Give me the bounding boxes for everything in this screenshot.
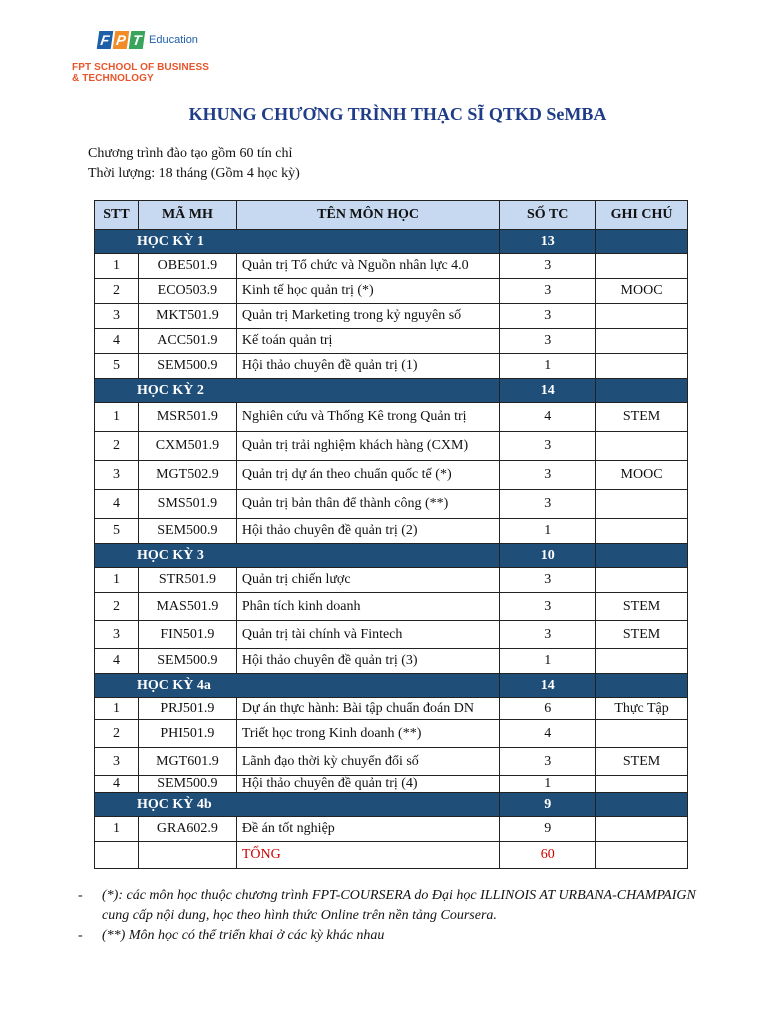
table-row [95,621,688,649]
row-stt: 1 [95,568,139,593]
course-code: SEM500.9 [138,354,236,379]
course-code: SMS501.9 [138,490,236,519]
course-credits: 3 [500,490,596,519]
footnote-text: (*): các môn học thuộc chương trình FPT-COURSERA do Đại học ILLINOIS AT URBANA-CHAMPAIGN cung cấp nội dung, học theo hình thức Online trên nền tảng Coursera. [102,888,696,923]
semester-note-cell [596,230,688,254]
semester-header-row [95,793,688,817]
logo-education-text: Education [149,34,198,46]
course-credits: 9 [500,817,596,842]
row-stt: 4 [95,776,139,793]
table-row [95,519,688,544]
course-note: MOOC [596,461,688,490]
semester-credits: 10 [500,544,596,568]
course-name: Hội thảo chuyên đề quản trị (3) [236,649,499,674]
course-name: Hội thảo chuyên đề quản trị (1) [236,354,499,379]
row-stt: 5 [95,354,139,379]
table-row [95,432,688,461]
logo-school-line2: & TECHNOLOGY [72,73,154,84]
row-stt: 1 [95,817,139,842]
course-credits: 3 [500,254,596,279]
course-note [596,329,688,354]
course-name: Quản trị Tổ chức và Nguồn nhân lực 4.0 [236,254,499,279]
semester-label: HỌC KỲ 2 [95,379,500,403]
course-code: MKT501.9 [138,304,236,329]
course-name: Triết học trong Kinh doanh (**) [236,720,499,748]
table-row [95,354,688,379]
table-row [95,279,688,304]
course-note: MOOC [596,279,688,304]
course-note: STEM [596,403,688,432]
row-stt: 2 [95,593,139,621]
course-code: SEM500.9 [138,519,236,544]
course-name: Quản trị bản thân để thành công (**) [236,490,499,519]
total-code-cell [138,842,236,869]
course-name: Nghiên cứu và Thống Kê trong Quản trị [236,403,499,432]
row-stt: 3 [95,748,139,776]
course-note [596,304,688,329]
course-note [596,354,688,379]
semester-credits: 14 [500,674,596,698]
table-row [95,817,688,842]
table-row [95,649,688,674]
curriculum-table [94,200,688,869]
course-credits: 1 [500,776,596,793]
course-credits: 3 [500,748,596,776]
course-note [596,568,688,593]
table-row [95,254,688,279]
course-code: MGT601.9 [138,748,236,776]
course-note: STEM [596,748,688,776]
course-name: Quản trị chiến lược [236,568,499,593]
course-credits: 3 [500,329,596,354]
row-stt: 5 [95,519,139,544]
table-row [95,720,688,748]
intro-credits-line: Chương trình đào tạo gồm 60 tín chỉ [88,146,293,161]
intro-duration-line: Thời lượng: 18 tháng (Gồm 4 học kỳ) [88,166,300,181]
logo-letter-f: F [97,31,114,49]
course-credits: 3 [500,432,596,461]
table-row [95,748,688,776]
row-stt: 2 [95,279,139,304]
semester-label: HỌC KỲ 3 [95,544,500,568]
course-code: STR501.9 [138,568,236,593]
course-note [596,254,688,279]
semester-credits: 14 [500,379,596,403]
row-stt: 3 [95,304,139,329]
course-code: FIN501.9 [138,621,236,649]
logo-school-name [72,62,209,84]
course-name: Hội thảo chuyên đề quản trị (4) [236,776,499,793]
course-note [596,776,688,793]
course-note: STEM [596,621,688,649]
table-row [95,593,688,621]
course-name: Hội thảo chuyên đề quản trị (2) [236,519,499,544]
table-body [95,230,688,869]
total-label: TỔNG [236,842,499,869]
semester-header-row [95,674,688,698]
course-note: Thực Tập [596,698,688,720]
semester-header-row [95,379,688,403]
semester-credits: 13 [500,230,596,254]
course-credits: 1 [500,649,596,674]
row-stt: 1 [95,403,139,432]
course-note [596,519,688,544]
course-code: PHI501.9 [138,720,236,748]
course-name: Dự án thực hành: Bài tập chuẩn đoán DN [236,698,499,720]
course-credits: 1 [500,519,596,544]
bullet-dash: - [78,888,83,903]
course-credits: 3 [500,461,596,490]
header-note: GHI CHÚ [596,201,688,230]
course-code: MAS501.9 [138,593,236,621]
fpt-education-logo [72,28,224,90]
course-credits: 3 [500,568,596,593]
row-stt: 3 [95,621,139,649]
course-note [596,649,688,674]
semester-label: HỌC KỲ 1 [95,230,500,254]
header-credits: SỐ TC [500,201,596,230]
row-stt: 3 [95,461,139,490]
course-credits: 3 [500,621,596,649]
footnote-text: (**) Môn học có thể triển khai ở các kỳ khác nhau [102,928,385,943]
table-row [95,698,688,720]
row-stt: 1 [95,698,139,720]
row-stt: 4 [95,490,139,519]
course-code: ECO503.9 [138,279,236,304]
course-code: GRA602.9 [138,817,236,842]
fpt-brand-mark [98,30,198,50]
page-title: KHUNG CHƯƠNG TRÌNH THẠC SĨ QTKD SeMBA [188,104,607,124]
table-row [95,461,688,490]
logo-letter-t: T [129,31,146,49]
footnote-flexible [78,926,718,946]
total-row [95,842,688,869]
course-code: OBE501.9 [138,254,236,279]
course-note: STEM [596,593,688,621]
course-name: Phân tích kinh doanh [236,593,499,621]
course-name: Lãnh đạo thời kỳ chuyển đổi số [236,748,499,776]
semester-header-row [95,230,688,254]
semester-label: HỌC KỲ 4b [95,793,500,817]
program-intro [88,144,300,184]
logo-school-line1: FPT SCHOOL OF BUSINESS [72,62,210,73]
footnote-mooc [78,886,718,926]
semester-note-cell [596,544,688,568]
course-code: ACC501.9 [138,329,236,354]
course-credits: 3 [500,593,596,621]
course-credits: 1 [500,354,596,379]
row-stt: 4 [95,649,139,674]
course-credits: 4 [500,720,596,748]
table-row [95,403,688,432]
total-stt-cell [95,842,139,869]
course-code: MSR501.9 [138,403,236,432]
course-name: Quản trị tài chính và Fintech [236,621,499,649]
table-header-row [95,201,688,230]
logo-letter-p: P [113,31,130,49]
course-code: SEM500.9 [138,776,236,793]
semester-note-cell [596,674,688,698]
header-stt: STT [95,201,139,230]
course-note [596,817,688,842]
table-row [95,490,688,519]
semester-note-cell [596,379,688,403]
table-row [95,568,688,593]
course-credits: 4 [500,403,596,432]
row-stt: 2 [95,432,139,461]
course-credits: 3 [500,304,596,329]
course-code: PRJ501.9 [138,698,236,720]
semester-label: HỌC KỲ 4a [95,674,500,698]
bullet-dash: - [78,928,83,943]
course-code: MGT502.9 [138,461,236,490]
course-name: Quản trị trải nghiệm khách hàng (CXM) [236,432,499,461]
table-row [95,304,688,329]
course-name: Đề án tốt nghiệp [236,817,499,842]
course-name: Quản trị dự án theo chuẩn quốc tế (*) [236,461,499,490]
total-note-cell [596,842,688,869]
course-credits: 6 [500,698,596,720]
course-name: Quản trị Marketing trong kỷ nguyên số [236,304,499,329]
course-code: CXM501.9 [138,432,236,461]
row-stt: 2 [95,720,139,748]
header-code: MÃ MH [138,201,236,230]
semester-header-row [95,544,688,568]
course-name: Kinh tế học quản trị (*) [236,279,499,304]
table-row [95,329,688,354]
semester-credits: 9 [500,793,596,817]
course-note [596,432,688,461]
row-stt: 4 [95,329,139,354]
course-name: Kế toán quản trị [236,329,499,354]
row-stt: 1 [95,254,139,279]
course-code: SEM500.9 [138,649,236,674]
course-credits: 3 [500,279,596,304]
semester-note-cell [596,793,688,817]
total-credits: 60 [500,842,596,869]
footnotes [78,886,718,946]
header-course-name: TÊN MÔN HỌC [236,201,499,230]
course-note [596,720,688,748]
course-note [596,490,688,519]
table-row [95,776,688,793]
